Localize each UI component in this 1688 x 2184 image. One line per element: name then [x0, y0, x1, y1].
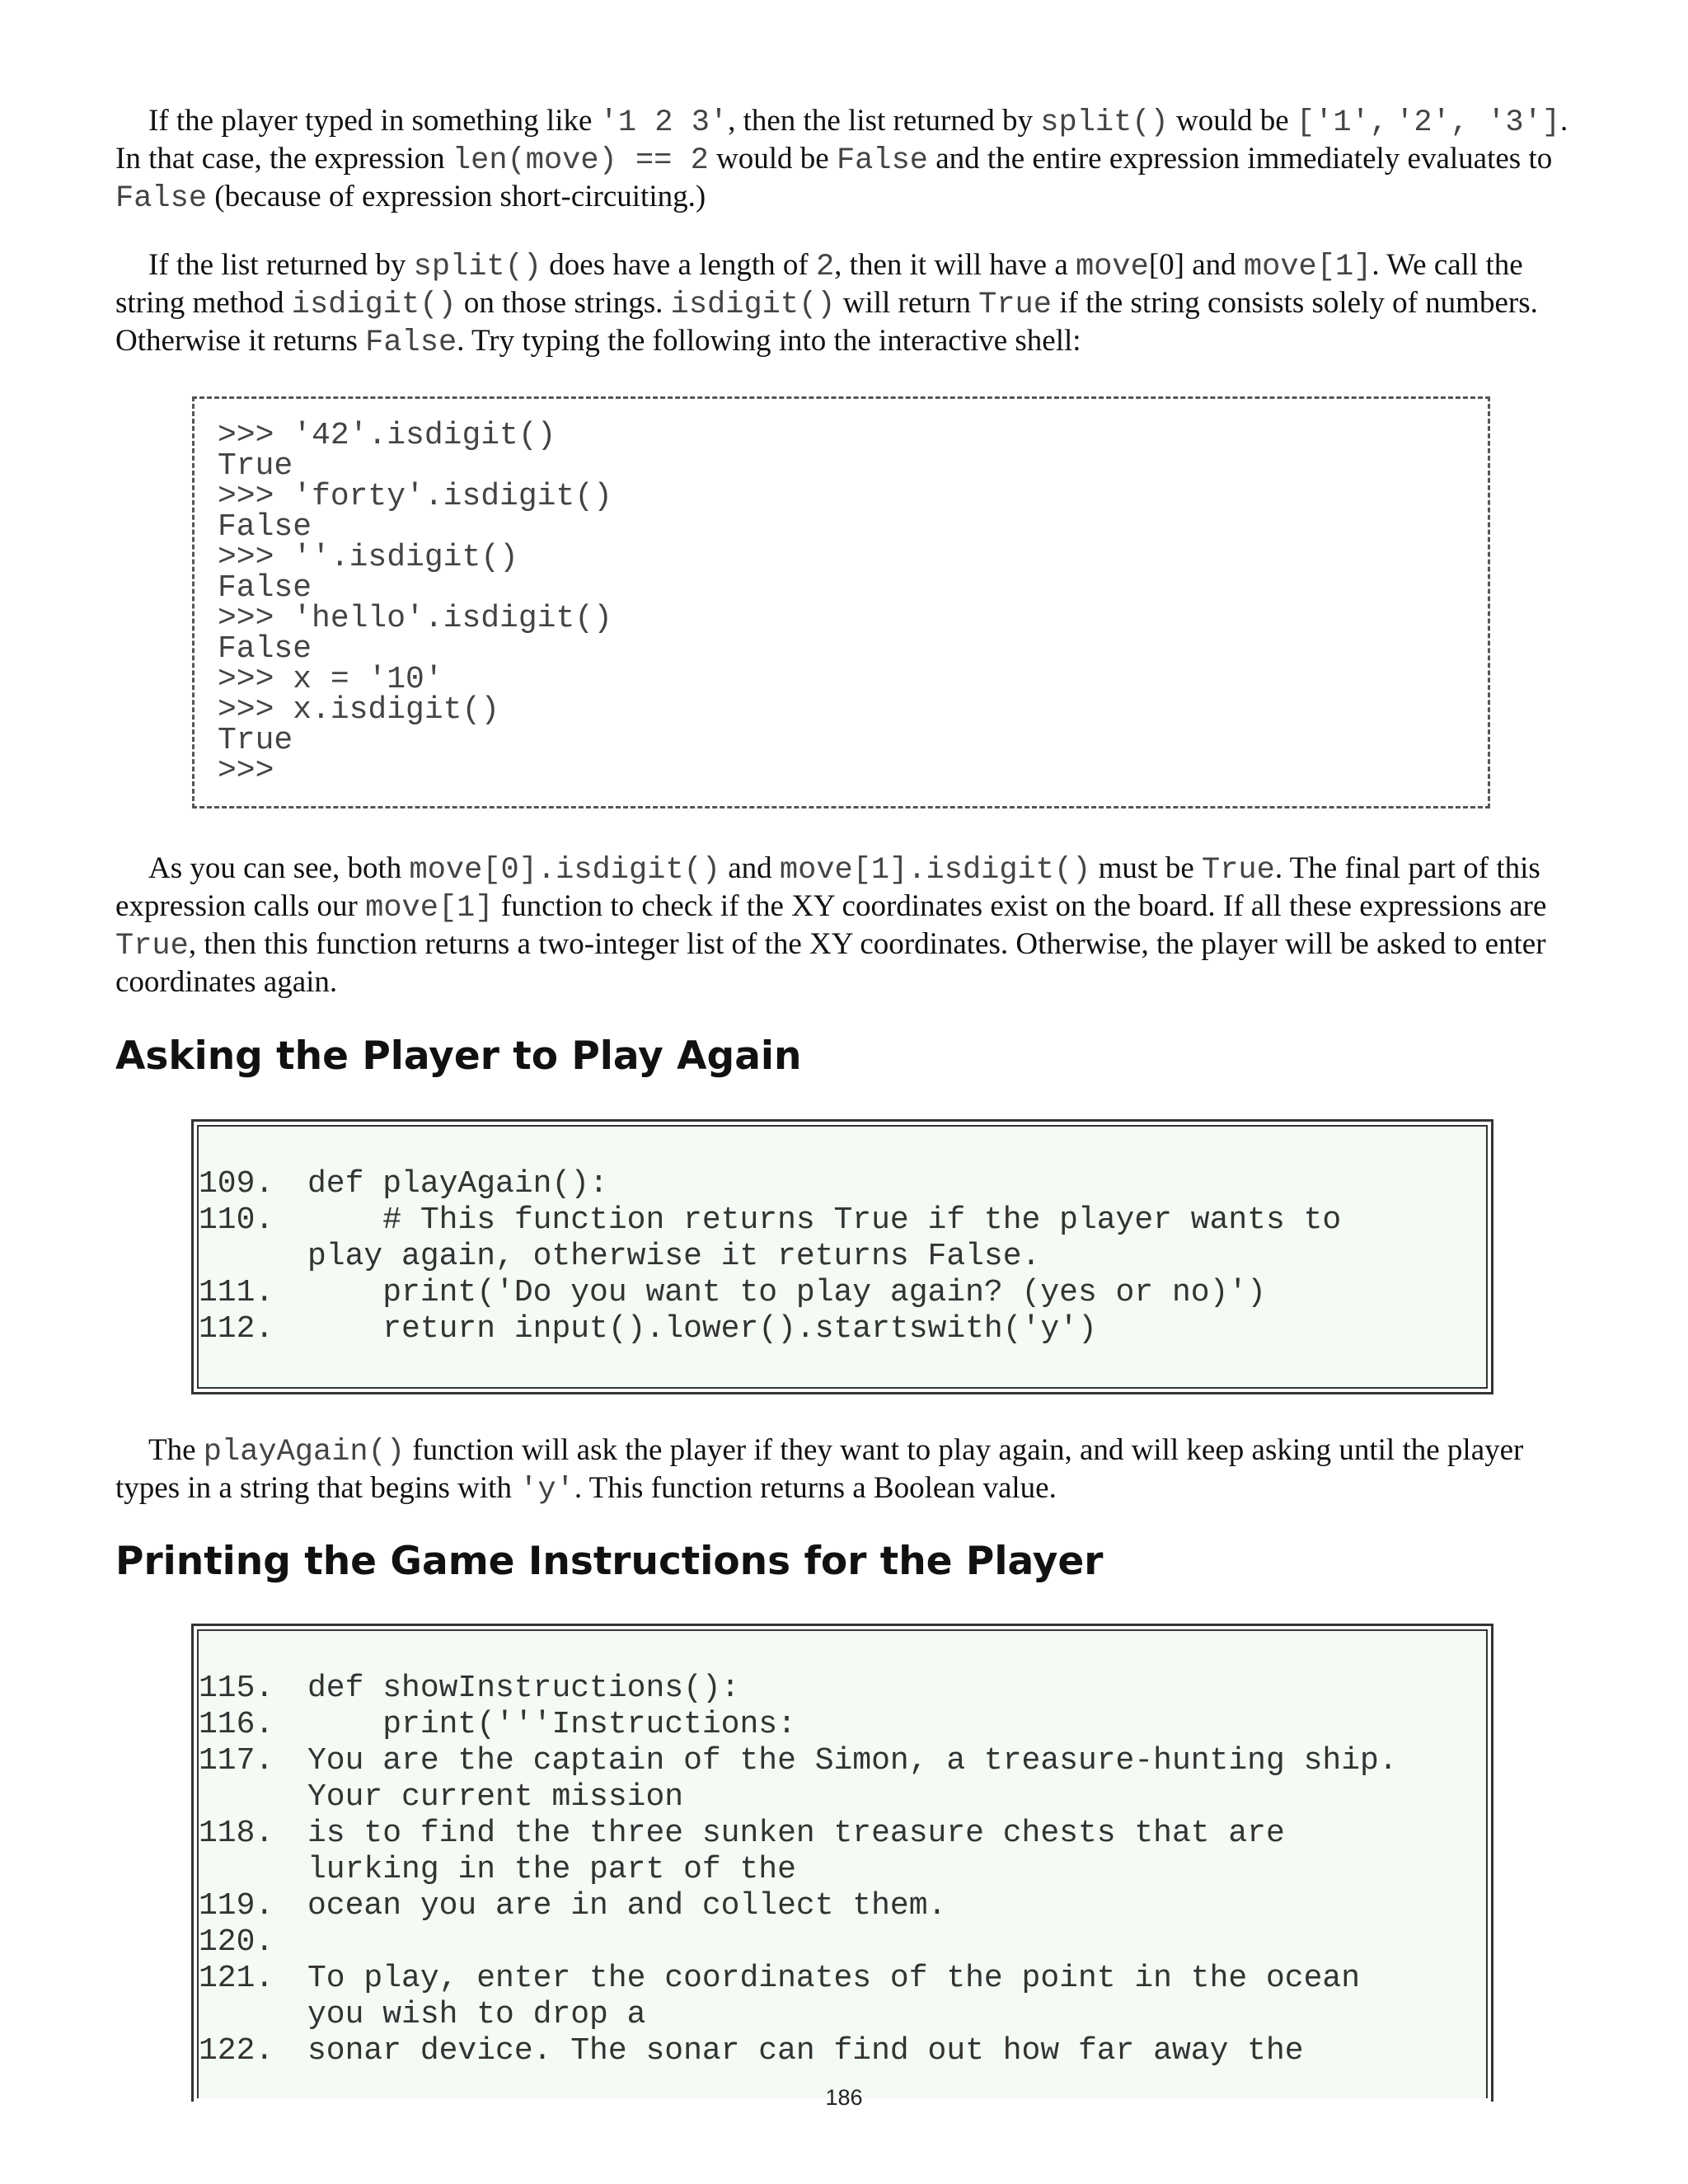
- line-number: 119.: [199, 1888, 274, 1924]
- line-number: 111.: [199, 1275, 274, 1310]
- shell-line: False: [218, 570, 312, 606]
- line-number: [199, 1239, 307, 1275]
- line-number: 115.: [199, 1671, 274, 1706]
- shell-line: False: [218, 631, 312, 667]
- code-line: [199, 1275, 1486, 1311]
- page-number: 186: [825, 2085, 863, 2110]
- code-line: [199, 1239, 1486, 1275]
- code-text: To play, enter the coordinates of the point in the ocean: [307, 1961, 1361, 1996]
- code-text: print('''Instructions:: [307, 1707, 796, 1742]
- shell-line: >>> ''.isdigit(): [218, 540, 518, 575]
- code-line: [199, 1961, 1486, 1997]
- section-heading-play-again: Asking the Player to Play Again: [115, 1033, 802, 1079]
- paragraph-move-check: As you can see, both move[0].isdigit() and move[1].isdigit() must be True. The final part of this expression calls our move[1] function to check if the XY coordinates exist on the board. If all these expressions are True, then this function returns a two-integer list of the XY coordinates. Otherwise, the player will be asked to enter coordinates again.: [115, 851, 1547, 999]
- code-line: [199, 2033, 1486, 2069]
- line-number: 110.: [199, 1202, 274, 1238]
- code-line: [199, 1852, 1486, 1888]
- line-number: 116.: [199, 1707, 274, 1742]
- code-line: [199, 1816, 1486, 1852]
- line-number: 121.: [199, 1961, 274, 1996]
- section-heading-instructions: Printing the Game Instructions for the Player: [115, 1539, 1104, 1584]
- code-listing-show-instructions: [191, 1624, 1493, 2102]
- code-text: def playAgain():: [307, 1166, 608, 1202]
- code-text: Your current mission: [307, 1779, 684, 1815]
- shell-line: >>>: [218, 753, 274, 789]
- code-line: [199, 1202, 1486, 1239]
- code-line: [199, 1166, 1486, 1202]
- code-listing-play-again: [191, 1119, 1493, 1394]
- paragraph-play-again-explanation: The playAgain() function will ask the player if they want to play again, and will keep asking until the player types in a string that begins with 'y'. This function returns a Boolean value.: [115, 1433, 1524, 1507]
- line-number: 122.: [199, 2033, 274, 2069]
- code-text: lurking in the part of the: [307, 1852, 796, 1887]
- line-number: 112.: [199, 1311, 274, 1347]
- code-line: [199, 1311, 1486, 1347]
- interactive-shell-example: [192, 396, 1490, 808]
- code-line: [199, 1743, 1486, 1779]
- line-number: [199, 1852, 307, 1888]
- line-number: 118.: [199, 1816, 274, 1851]
- code-line: [199, 1997, 1486, 2033]
- code-text: sonar device. The sonar can find out how far away the: [307, 2033, 1304, 2069]
- code-text: return input().lower().startswith('y'): [307, 1311, 1097, 1347]
- code-line: [199, 1924, 1486, 1961]
- paragraph-isdigit-explanation: If the list returned by split() does have a length of 2, then it will have a move[0] and move[1]. We call the string method isdigit() on those strings. isdigit() will return True if the string consists solely of numbers. Otherwise it returns False. Try typing the following into the interactive shell:: [115, 248, 1538, 360]
- shell-line: >>> x.isdigit(): [218, 692, 500, 728]
- line-number: 109.: [199, 1166, 274, 1202]
- shell-line: >>> 'forty'.isdigit(): [218, 479, 612, 514]
- shell-line: >>> '42'.isdigit(): [218, 418, 556, 453]
- line-number: [199, 1997, 307, 2033]
- paragraph-split-explanation: If the player typed in something like '1 2 3', then the list returned by split() would be ['1', '2', '3']. In that case, the expression len(move) == 2 would be False and the entire expression immediately evaluates to False (because of expression short-circuiting.): [115, 104, 1568, 216]
- code-line: [199, 1707, 1486, 1743]
- code-line: [199, 1888, 1486, 1924]
- shell-line: True: [218, 448, 293, 484]
- shell-line: False: [218, 509, 312, 545]
- code-line: [199, 1779, 1486, 1816]
- code-text: ocean you are in and collect them.: [307, 1888, 947, 1924]
- line-number: 117.: [199, 1743, 274, 1779]
- code-text: print('Do you want to play again? (yes or no)'): [307, 1275, 1266, 1310]
- line-number: 120.: [199, 1924, 274, 1960]
- code-text: You are the captain of the Simon, a treasure-hunting ship.: [307, 1743, 1398, 1779]
- code-line: [199, 1671, 1486, 1707]
- code-text: you wish to drop a: [307, 1997, 646, 2032]
- code-text: is to find the three sunken treasure chests that are: [307, 1816, 1285, 1851]
- code-text: play again, otherwise it returns False.: [307, 1239, 1041, 1274]
- shell-line: >>> 'hello'.isdigit(): [218, 601, 612, 636]
- shell-line: >>> x = '10': [218, 662, 443, 697]
- line-number: [199, 1779, 307, 1816]
- code-text: # This function returns True if the player wants to: [307, 1202, 1342, 1238]
- shell-line: True: [218, 723, 293, 758]
- code-text: def showInstructions():: [307, 1671, 740, 1706]
